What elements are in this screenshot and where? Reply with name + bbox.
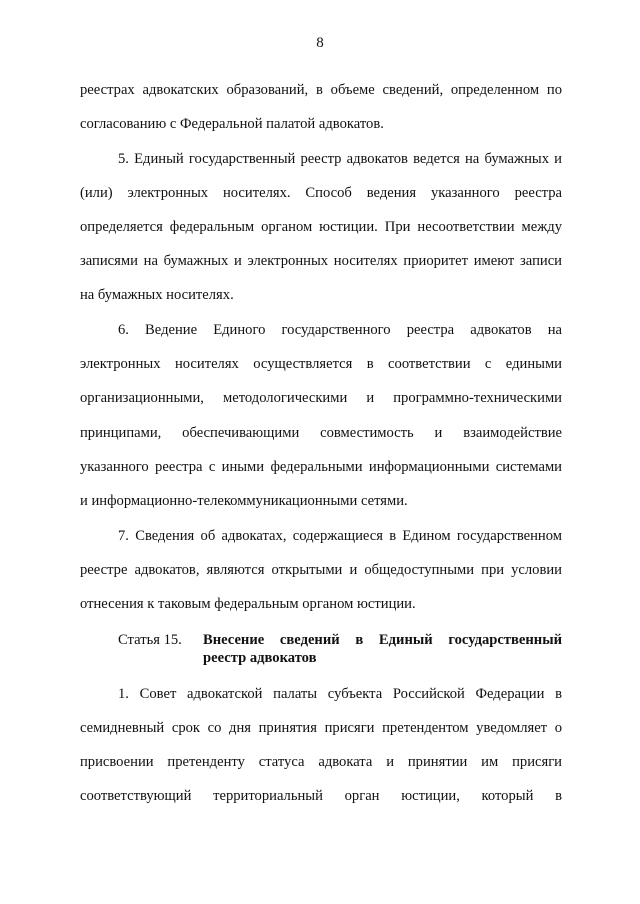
text-line: электронных носителях осуществляется в соответствии с едиными — [80, 356, 562, 372]
text-line: и информационно-телекоммуникационными сетями. — [80, 493, 408, 509]
text-line: 5. Единый государственный реестр адвокатов ведется на бумажных и — [118, 151, 562, 167]
text-line: реестрах адвокатских образований, в объеме сведений, определенном по — [80, 82, 562, 98]
article-title-line: реестр адвокатов — [203, 650, 317, 666]
text-line: согласованию с Федеральной палатой адвокатов. — [80, 116, 384, 132]
article-label: Статья 15. — [118, 632, 182, 648]
text-line: определяется федеральным органом юстиции. При несоответствии между — [80, 219, 562, 235]
text-line: на бумажных носителях. — [80, 287, 234, 303]
text-line: семидневный срок со дня принятия присяги претендентом уведомляет о — [80, 720, 562, 736]
text-line: 7. Сведения об адвокатах, содержащиеся в Едином государственном — [118, 528, 562, 544]
text-line: принципами, обеспечивающими совместимость и взаимодействие — [80, 425, 562, 441]
text-line: присвоении претенденту статуса адвоката и принятии им присяги — [80, 754, 562, 770]
text-line: соответствующий территориальный орган юстиции, который в — [80, 788, 562, 804]
text-line: организационными, методологическими и программно-техническими — [80, 390, 562, 406]
text-line: (или) электронных носителях. Способ ведения указанного реестра — [80, 185, 562, 201]
text-line: реестре адвокатов, являются открытыми и общедоступными при условии — [80, 562, 562, 578]
page-number: 8 — [316, 35, 324, 51]
text-line: 1. Совет адвокатской палаты субъекта Российской Федерации в — [118, 686, 562, 702]
text-line: указанного реестра с иными федеральными информационными системами — [80, 459, 562, 475]
article-title-line: Внесение сведений в Единый государственный — [203, 632, 562, 648]
text-line: 6. Ведение Единого государственного реестра адвокатов на — [118, 322, 562, 338]
text-line: отнесения к таковым федеральным органом юстиции. — [80, 596, 416, 612]
text-line: записями на бумажных и электронных носителях приоритет имеют записи — [80, 253, 562, 269]
